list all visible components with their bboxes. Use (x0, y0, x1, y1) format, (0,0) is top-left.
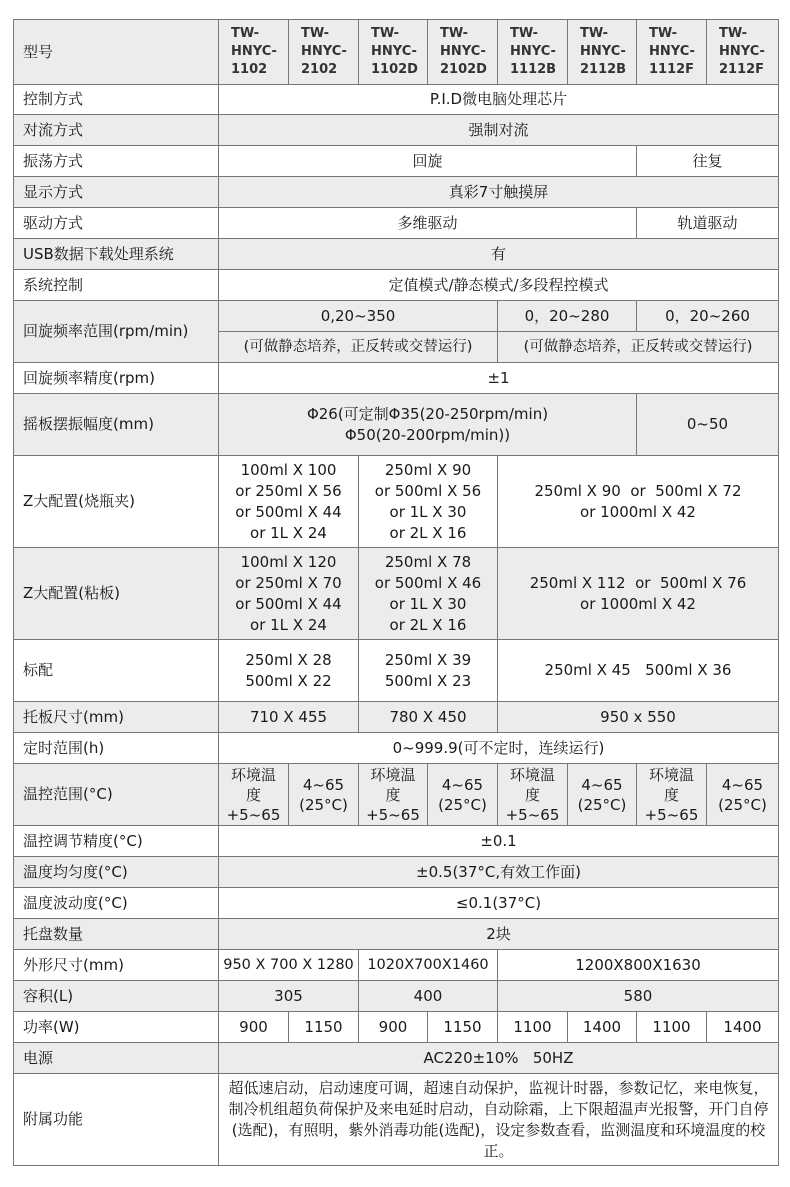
timer-label: 定时范围(h) (14, 733, 219, 764)
oscillation-label: 振荡方式 (14, 146, 219, 177)
speed-range-label: 回旋频率范围(rpm/min) (14, 301, 219, 363)
amplitude-line1: Φ26(可定制Φ35(20-250rpm/min) (306, 404, 549, 423)
dimensions-c: 1200X800X1630 (498, 950, 779, 981)
standard-c: 250ml X 45 500ml X 36 (498, 640, 779, 702)
row-timer (14, 733, 779, 764)
model-2112b: TW- HNYC- 2112B (568, 20, 637, 85)
row-display (14, 177, 779, 208)
row-temp-fluctuation (14, 888, 779, 919)
features-value: 超低速启动，启动速度可调，超速自动保护，监视计时器，参数记忆，来电恢复，制冷机组超负荷保护及来电延时启动，自动除霜，上下限超温声光报警，开门自停(选配)，有照明，紫外消毒功能(选配)，设定参数查看，监测温度和环境温度的校正。 (219, 1074, 779, 1166)
features-label: 附属功能 (14, 1074, 219, 1166)
max-sticky-c: 250ml X 112 or 500ml X 76 or 1000ml X 42 (498, 548, 779, 640)
timer-value: 0~999.9(可不定时，连续运行) (219, 733, 779, 764)
temp-range-fixed-2: 4~65 (25°C) (428, 764, 498, 826)
drive-label: 驱动方式 (14, 208, 219, 239)
standard-label: 标配 (14, 640, 219, 702)
temp-range-ambient-2: 环境温 度+5~65 (359, 764, 428, 826)
speed-range-b: 0，20~280 (498, 301, 637, 332)
speed-range-c: 0，20~260 (637, 301, 779, 332)
temp-range-ambient-3: 环境温 度+5~65 (498, 764, 568, 826)
power-1112b: 1100 (498, 1012, 568, 1043)
row-standard (14, 640, 779, 702)
power-2102: 1150 (289, 1012, 359, 1043)
spec-table (13, 19, 779, 1166)
max-clamp-label: Z大配置(烧瓶夹) (14, 456, 219, 548)
speed-range-note-a: (可做静态培养，正反转或交替运行) (219, 332, 498, 363)
row-tray-size (14, 702, 779, 733)
row-drive (14, 208, 779, 239)
row-speed-accuracy (14, 363, 779, 394)
max-clamp-a: 100ml X 100 or 250ml X 56 or 500ml X 44 or 1L X 24 (219, 456, 359, 548)
usb-label: USB数据下载处理系统 (14, 239, 219, 270)
volume-label: 容积(L) (14, 981, 219, 1012)
row-control (14, 85, 779, 115)
tray-size-a: 710 X 455 (219, 702, 359, 733)
control-value: P.I.D微电脑处理芯片 (219, 85, 779, 115)
speed-range-note-b: (可做静态培养，正反转或交替运行) (498, 332, 779, 363)
model-2112f: TW- HNYC- 2112F (707, 20, 779, 85)
row-features (14, 1074, 779, 1166)
volume-c: 580 (498, 981, 779, 1012)
system-value: 定值模式/静态模式/多段程控模式 (219, 270, 779, 301)
temp-fluctuation-value: ≤0.1(37°C) (219, 888, 779, 919)
row-system (14, 270, 779, 301)
temp-precision-value: ±0.1 (219, 826, 779, 857)
drive-track: 轨道驱动 (637, 208, 779, 239)
max-clamp-b: 250ml X 90 or 500ml X 56 or 1L X 30 or 2L X 16 (359, 456, 498, 548)
row-max-sticky (14, 548, 779, 640)
amplitude-value (219, 394, 637, 456)
speed-accuracy-label: 回旋频率精度(rpm) (14, 363, 219, 394)
standard-b: 250ml X 39 500ml X 23 (359, 640, 498, 702)
speed-range-a: 0,20~350 (219, 301, 498, 332)
row-tray-count (14, 919, 779, 950)
row-temp-precision (14, 826, 779, 857)
row-oscillation (14, 146, 779, 177)
model-1112f: TW- HNYC- 1112F (637, 20, 707, 85)
standard-a: 250ml X 28 500ml X 22 (219, 640, 359, 702)
dimensions-b: 1020X700X1460 (359, 950, 498, 981)
row-power (14, 1012, 779, 1043)
amplitude-other: 0~50 (637, 394, 779, 456)
row-amplitude (14, 394, 779, 456)
supply-value: AC220±10% 50HZ (219, 1043, 779, 1074)
convection-value: 强制对流 (219, 115, 779, 146)
supply-label: 电源 (14, 1043, 219, 1074)
tray-size-label: 托板尺寸(mm) (14, 702, 219, 733)
tray-size-c: 950 x 550 (498, 702, 779, 733)
oscillation-reciprocating: 往复 (637, 146, 779, 177)
volume-a: 305 (219, 981, 359, 1012)
temp-range-ambient-4: 环境温 度+5~65 (637, 764, 707, 826)
display-value: 真彩7寸触摸屏 (219, 177, 779, 208)
power-2112f: 1400 (707, 1012, 779, 1043)
power-1112f: 1100 (637, 1012, 707, 1043)
drive-multi: 多维驱动 (219, 208, 637, 239)
tray-count-label: 托盘数量 (14, 919, 219, 950)
power-2112b: 1400 (568, 1012, 637, 1043)
temp-precision-label: 温控调节精度(°C) (14, 826, 219, 857)
display-label: 显示方式 (14, 177, 219, 208)
model-1112b: TW- HNYC- 1112B (498, 20, 568, 85)
model-2102: TW- HNYC- 2102 (289, 20, 359, 85)
temp-range-fixed-3: 4~65 (25°C) (568, 764, 637, 826)
amplitude-label: 摇板摆振幅度(mm) (14, 394, 219, 456)
row-dimensions (14, 950, 779, 981)
row-max-clamp (14, 456, 779, 548)
row-usb (14, 239, 779, 270)
usb-value: 有 (219, 239, 779, 270)
row-supply (14, 1043, 779, 1074)
power-1102: 900 (219, 1012, 289, 1043)
row-volume (14, 981, 779, 1012)
max-sticky-a: 100ml X 120 or 250ml X 70 or 500ml X 44 or 1L X 24 (219, 548, 359, 640)
dimensions-label: 外形尺寸(mm) (14, 950, 219, 981)
power-label: 功率(W) (14, 1012, 219, 1043)
temp-range-fixed-4: 4~65 (25°C) (707, 764, 779, 826)
row-temp-range (14, 764, 779, 826)
tray-size-b: 780 X 450 (359, 702, 498, 733)
power-1102d: 900 (359, 1012, 428, 1043)
control-label: 控制方式 (14, 85, 219, 115)
power-2102d: 1150 (428, 1012, 498, 1043)
convection-label: 对流方式 (14, 115, 219, 146)
temp-range-label: 温控范围(°C) (14, 764, 219, 826)
system-label: 系统控制 (14, 270, 219, 301)
model-1102: TW- HNYC- 1102 (219, 20, 289, 85)
row-model (14, 20, 779, 85)
temp-range-ambient-1: 环境温 度+5~65 (219, 764, 289, 826)
volume-b: 400 (359, 981, 498, 1012)
row-convection (14, 115, 779, 146)
temp-uniformity-label: 温度均匀度(°C) (14, 857, 219, 888)
model-2102d: TW- HNYC- 2102D (428, 20, 498, 85)
dimensions-a: 950 X 700 X 1280 (219, 950, 359, 981)
oscillation-rotary: 回旋 (219, 146, 637, 177)
row-temp-uniformity (14, 857, 779, 888)
tray-count-value: 2块 (219, 919, 779, 950)
max-sticky-b: 250ml X 78 or 500ml X 46 or 1L X 30 or 2L X 16 (359, 548, 498, 640)
row-speed-range-top (14, 301, 779, 332)
temp-fluctuation-label: 温度波动度(°C) (14, 888, 219, 919)
model-1102d: TW- HNYC- 1102D (359, 20, 428, 85)
max-sticky-label: Z大配置(粘板) (14, 548, 219, 640)
amplitude-line2: Φ50(20-200rpm/min)) (344, 425, 511, 444)
model-label: 型号 (14, 20, 219, 85)
max-clamp-c: 250ml X 90 or 500ml X 72 or 1000ml X 42 (498, 456, 779, 548)
temp-uniformity-value: ±0.5(37°C,有效工作面) (219, 857, 779, 888)
temp-range-fixed-1: 4~65 (25°C) (289, 764, 359, 826)
speed-accuracy-value: ±1 (219, 363, 779, 394)
